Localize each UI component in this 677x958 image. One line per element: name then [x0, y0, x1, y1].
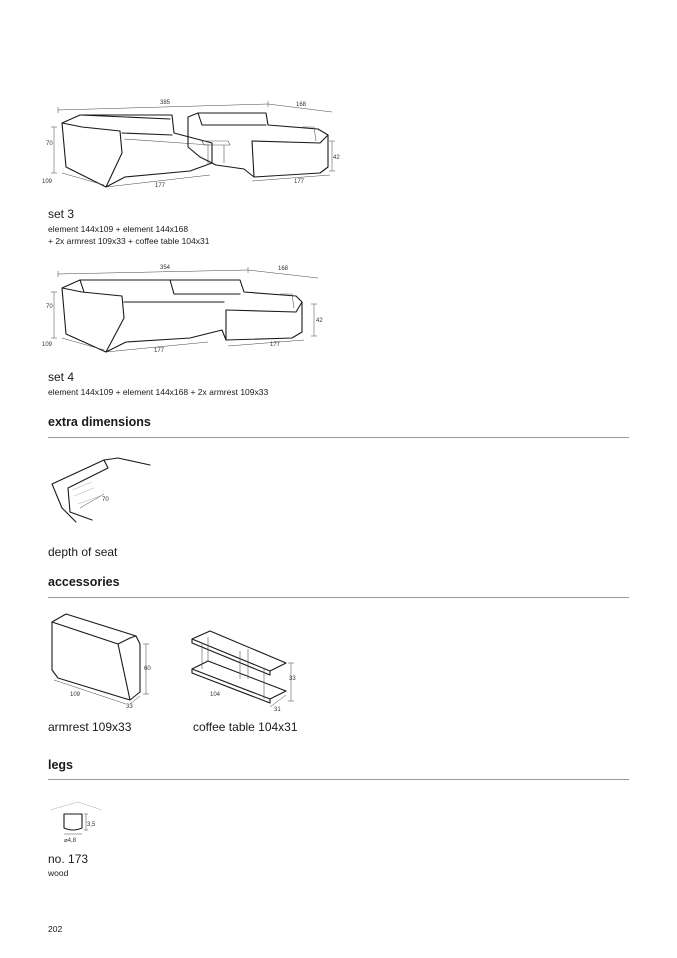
- armrest-width-label: 33: [126, 704, 133, 710]
- armrest-drawing: [48, 610, 158, 715]
- extra-dimensions-divider: [48, 437, 629, 438]
- set4-drawing: [40, 258, 340, 358]
- coffee-table-drawing: [190, 625, 305, 717]
- set3-height-label: 70: [46, 141, 53, 147]
- set3-width-label: 385: [160, 100, 171, 106]
- set4-width-label: 354: [160, 265, 171, 271]
- coffee-table-height-label: 33: [289, 676, 296, 682]
- leg-height-label: 3,5: [87, 822, 96, 828]
- page-number: 202: [48, 924, 63, 934]
- set3-drawing: [40, 95, 340, 195]
- set4-seat-height-label: 42: [316, 318, 323, 324]
- set4-description: element 144x109 + element 144x168 + 2x armrest 109x33: [48, 387, 269, 397]
- seat-depth-caption: depth of seat: [48, 545, 118, 559]
- set4-depth-label: 168: [278, 266, 289, 272]
- armrest-height-label: 60: [144, 666, 151, 672]
- set3-title: set 3: [48, 207, 75, 221]
- set4-title: set 4: [48, 370, 75, 384]
- set3-seat-height-label: 42: [333, 155, 340, 161]
- set3-depth-label: 168: [296, 102, 307, 108]
- set3-description-line2: + 2x armrest 109x33 + coffee table 104x31: [48, 236, 210, 246]
- armrest-caption: armrest 109x33: [48, 720, 132, 734]
- extra-dimensions-heading: extra dimensions: [48, 415, 151, 429]
- accessories-heading: accessories: [48, 575, 120, 589]
- coffee-table-length-label: 104: [210, 692, 221, 698]
- leg-name: no. 173: [48, 852, 89, 866]
- leg-material: wood: [48, 868, 69, 878]
- leg-diameter-label: ⌀4,8: [64, 838, 76, 844]
- set3-left-depth-label: 109: [42, 179, 53, 185]
- coffee-table-caption: coffee table 104x31: [193, 720, 298, 734]
- armrest-length-label: 109: [70, 692, 81, 698]
- set4-right-width-label: 177: [270, 342, 281, 348]
- legs-divider: [48, 779, 629, 780]
- set3-right-width-label: 177: [294, 179, 305, 185]
- seat-depth-drawing: [48, 450, 158, 540]
- set4-left-depth-label: 109: [42, 342, 53, 348]
- set4-height-label: 70: [46, 304, 53, 310]
- legs-heading: legs: [48, 758, 74, 772]
- accessories-divider: [48, 597, 629, 598]
- leg-drawing: [50, 800, 110, 850]
- set3-description-line1: element 144x109 + element 144x168: [48, 224, 189, 234]
- seat-depth-value: 70: [102, 497, 109, 503]
- coffee-table-width-label: 31: [274, 707, 281, 713]
- set4-left-width-label: 177: [154, 348, 165, 354]
- set3-left-width-label: 177: [155, 183, 166, 189]
